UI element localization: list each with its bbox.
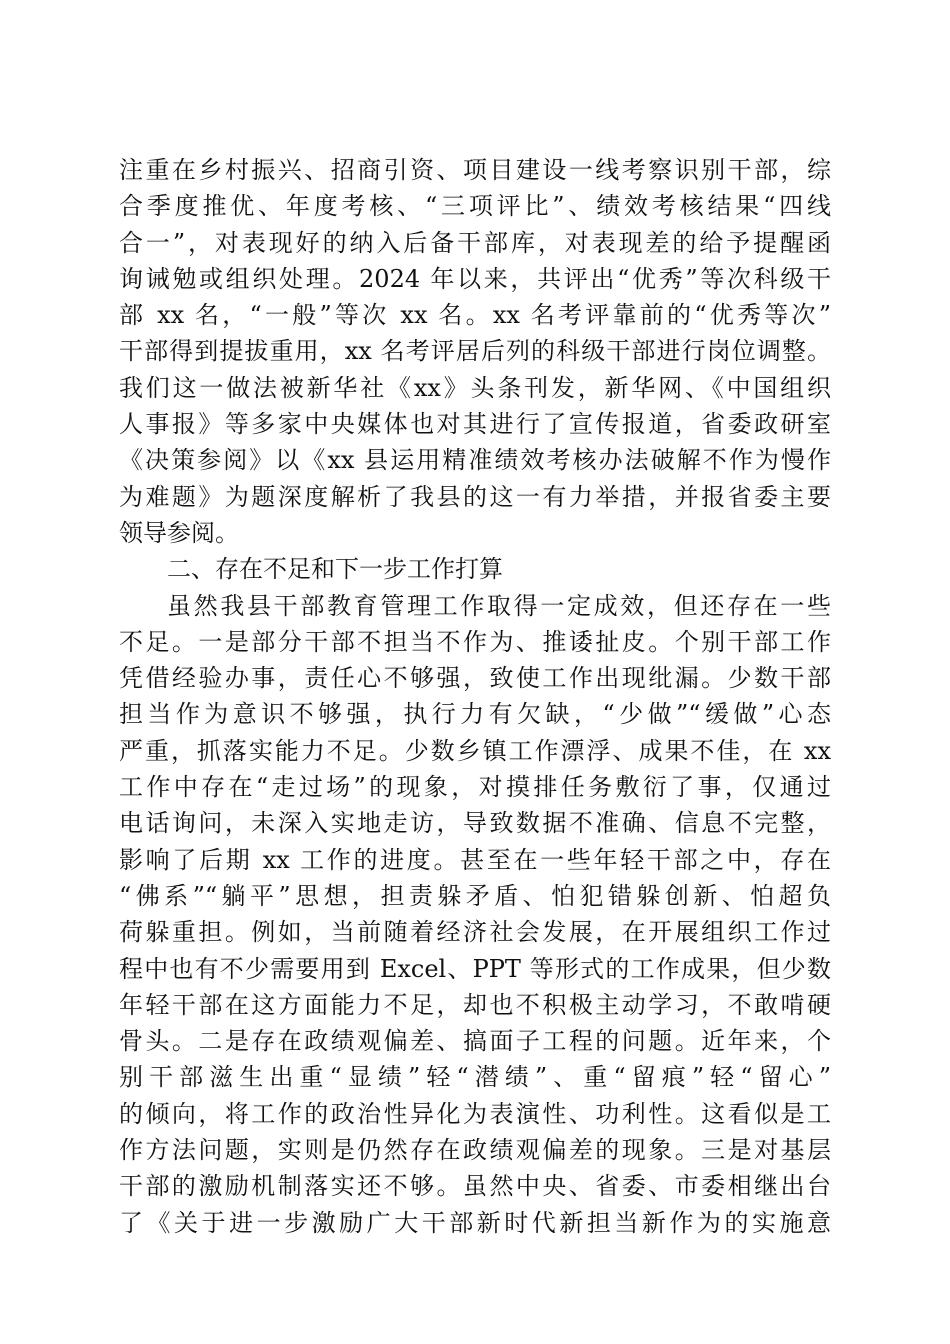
paragraph-line: 别干部滋生出重“显绩”轻“潜绩”、重“留痕”轻“留心” [119, 1063, 831, 1092]
paragraph-1 [119, 152, 831, 551]
paragraph-line: 荷躲重担。例如，当前随着经济社会发展，在开展组织工作过 [119, 918, 831, 947]
paragraph-line: 领导参阅。 [119, 518, 239, 547]
paragraph-line: 严重，抓落实能力不足。少数乡镇工作漂浮、成果不佳，在 xx [119, 736, 831, 765]
paragraph-line: 干部得到提拔重用，xx 名考评居后列的科级干部进行岗位调整。 [119, 337, 831, 366]
paragraph-line: 影响了后期 xx 工作的进度。甚至在一些年轻干部之中，存在 [119, 845, 831, 874]
section-heading: 二、存在不足和下一步工作打算 [167, 555, 503, 584]
paragraph-line: 合一”，对表现好的纳入后备干部库，对表现差的给予提醒函 [119, 228, 831, 257]
paragraph-line: 虽然我县干部教育管理工作取得一定成效，但还存在一些 [167, 591, 831, 620]
paragraph-line: “佛系”“躺平”思想，担责躲矛盾、怕犯错躲创新、怕超负 [119, 881, 831, 910]
paragraph-line: 询诫勉或组织处理。2024 年以来，共评出“优秀”等次科级干 [119, 264, 831, 293]
paragraph-line: 《决策参阅》以《xx 县运用精准绩效考核办法破解不作为慢作 [119, 446, 831, 475]
paragraph-line: 担当作为意识不够强，执行力有欠缺，“少做”“缓做”心态 [119, 700, 831, 729]
paragraph-line: 骨头。二是存在政绩观偏差、搞面子工程的问题。近年来，个 [119, 1027, 831, 1056]
paragraph-line: 为难题》为题深度解析了我县的这一有力举措，并报省委主要 [119, 482, 831, 511]
paragraph-line: 人事报》等多家中央媒体也对其进行了宣传报道，省委政研室 [119, 410, 831, 439]
paragraph-line: 年轻干部在这方面能力不足，却也不积极主动学习，不敢啃硬 [119, 990, 831, 1019]
paragraph-line: 作方法问题，实则是仍然存在政绩观偏差的现象。三是对基层 [119, 1136, 831, 1165]
paragraph-2 [119, 588, 831, 1241]
document-body [119, 152, 831, 1241]
paragraph-line: 程中也有不少需要用到 Excel、PPT 等形式的工作成果，但少数 [119, 954, 831, 983]
paragraph-line: 的倾向，将工作的政治性异化为表演性、功利性。这看似是工 [119, 1099, 831, 1128]
paragraph-line: 凭借经验办事，责任心不够强，致使工作出现纰漏。少数干部 [119, 664, 831, 693]
paragraph-line: 不足。一是部分干部不担当不作为、推诿扯皮。个别干部工作 [119, 627, 831, 656]
paragraph-line: 合季度推优、年度考核、“三项评比”、绩效考核结果“四线 [119, 192, 831, 221]
paragraph-line: 干部的激励机制落实还不够。虽然中央、省委、市委相继出台 [119, 1172, 831, 1201]
paragraph-line: 注重在乡村振兴、招商引资、项目建设一线考察识别干部，综 [119, 156, 831, 184]
paragraph-line: 部 xx 名，“一般”等次 xx 名。xx 名考评靠前的“优秀等次” [119, 301, 831, 330]
paragraph-line: 了《关于进一步激励广大干部新时代新担当新作为的实施意 [119, 1208, 831, 1237]
paragraph-line: 工作中存在“走过场”的现象，对摸排任务敷衍了事，仅通过 [119, 773, 831, 802]
paragraph-line: 我们这一做法被新华社《xx》头条刊发，新华网、《中国组织 [119, 373, 831, 402]
paragraph-line: 电话询问，未深入实地走访，导致数据不准确、信息不完整， [119, 809, 831, 838]
